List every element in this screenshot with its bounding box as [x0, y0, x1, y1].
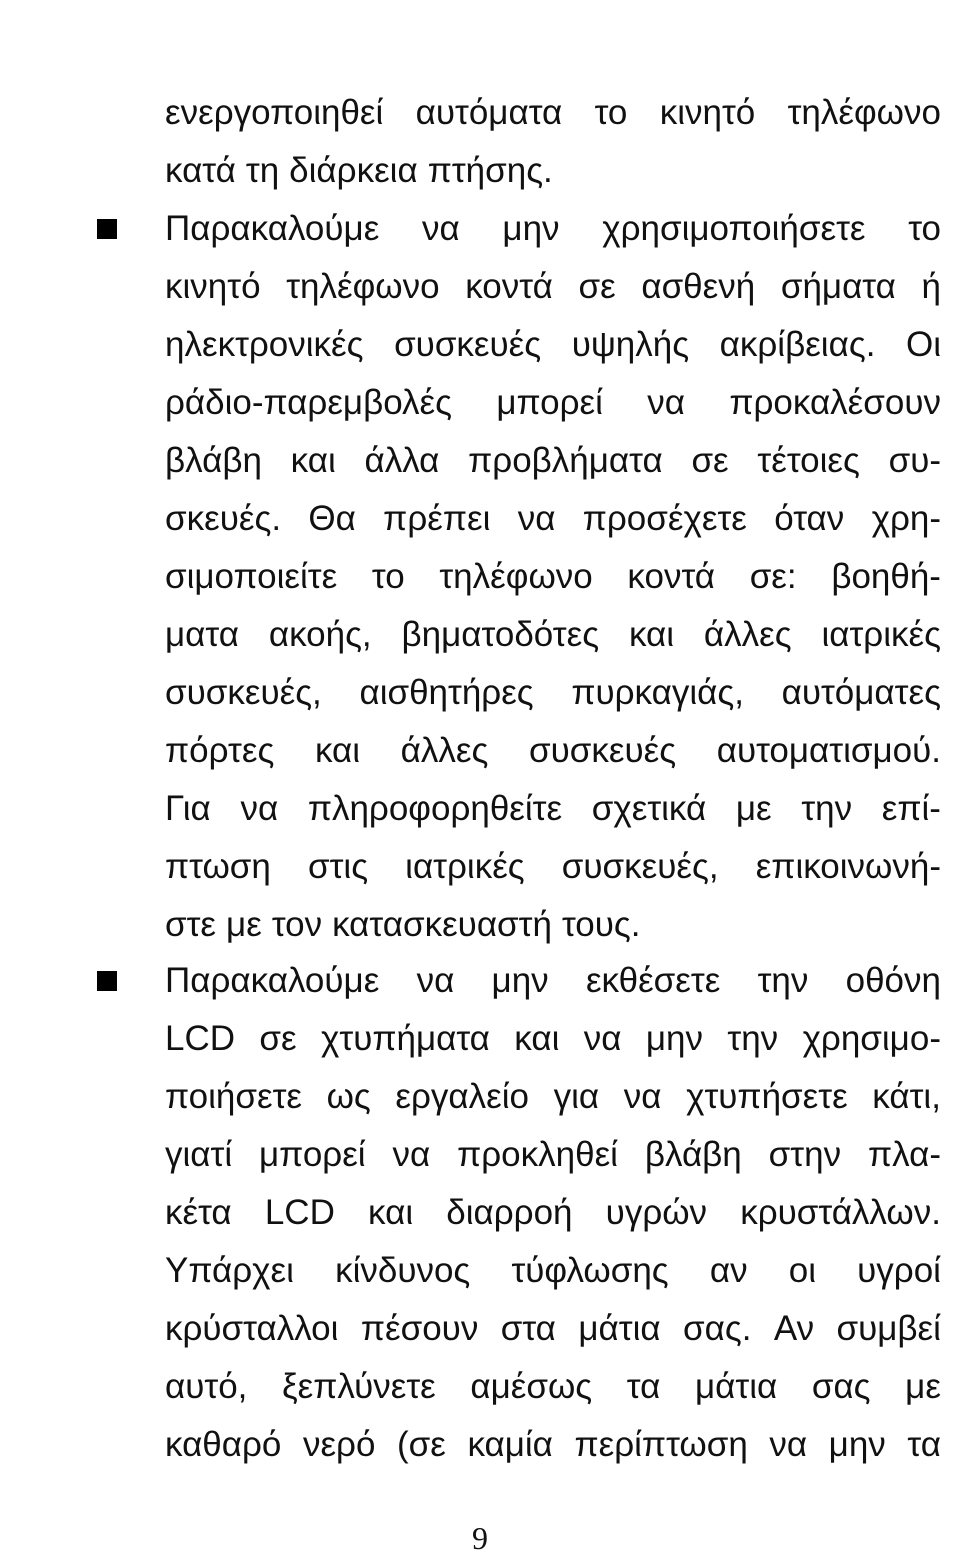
text-line: πόρτες και άλλες συσκευές αυτοματισμού.: [165, 731, 941, 770]
text-line: Για να πληροφορηθείτε σχετικά με την επί-: [165, 789, 941, 828]
text-line: Παρακαλούμε να μην εκθέσετε την οθόνη: [165, 961, 941, 1000]
text-line: ποιήσετε ως εργαλείο για να χτυπήσετε κάτι,: [165, 1077, 941, 1116]
text-line: γιατί μπορεί να προκληθεί βλάβη στην πλα-: [165, 1135, 941, 1174]
text-line: κινητό τηλέφωνο κοντά σε ασθενή σήματα ή: [165, 267, 941, 306]
text-line: κρύσταλλοι πέσουν στα μάτια σας. Αν συμβεί: [165, 1309, 941, 1348]
text-line: Υπάρχει κίνδυνος τύφλωσης αν οι υγροί: [165, 1251, 941, 1290]
paragraph-continuation: [165, 84, 941, 200]
text-line: καθαρό νερό (σε καμία περίπτωση να μην τα: [165, 1425, 941, 1464]
text-line: πτωση στις ιατρικές συσκευές, επικοινωνή-: [165, 847, 941, 886]
text-line: ράδιο-παρεμβολές μπορεί να προκαλέσουν: [165, 383, 941, 422]
text-line: σκευές. Θα πρέπει να προσέχετε όταν χρη-: [165, 499, 941, 538]
text-line: σιμοποιείτε το τηλέφωνο κοντά σε: βοηθή-: [165, 557, 941, 596]
square-bullet-icon: [97, 971, 117, 991]
paragraph-bullet-electronic-devices: [165, 200, 941, 954]
page-number: 9: [472, 1520, 488, 1556]
text-line: κατά τη διάρκεια πτήσης.: [165, 151, 553, 190]
text-line: ηλεκτρονικές συσκευές υψηλής ακρίβειας. Οι: [165, 325, 941, 364]
text-line: LCD σε χτυπήματα και να μην την χρησιμο-: [165, 1019, 941, 1058]
text-line: Παρακαλούμε να μην χρησιμοποιήσετε το: [165, 209, 941, 248]
paragraph-bullet-lcd-screen: [165, 952, 941, 1474]
text-line: στε με τον κατασκευαστή τους.: [165, 905, 641, 944]
square-bullet-icon: [97, 219, 117, 239]
text-line: ενεργοποιηθεί αυτόματα το κινητό τηλέφωνο: [165, 93, 941, 132]
text-line: βλάβη και άλλα προβλήματα σε τέτοιες συ-: [165, 441, 941, 480]
text-line: κέτα LCD και διαρροή υγρών κρυστάλλων.: [165, 1193, 941, 1232]
text-line: ματα ακοής, βηματοδότες και άλλες ιατρικές: [165, 615, 941, 654]
text-line: συσκευές, αισθητήρες πυρκαγιάς, αυτόματες: [165, 673, 941, 712]
text-line: αυτό, ξεπλύνετε αμέσως τα μάτια σας με: [165, 1367, 941, 1406]
